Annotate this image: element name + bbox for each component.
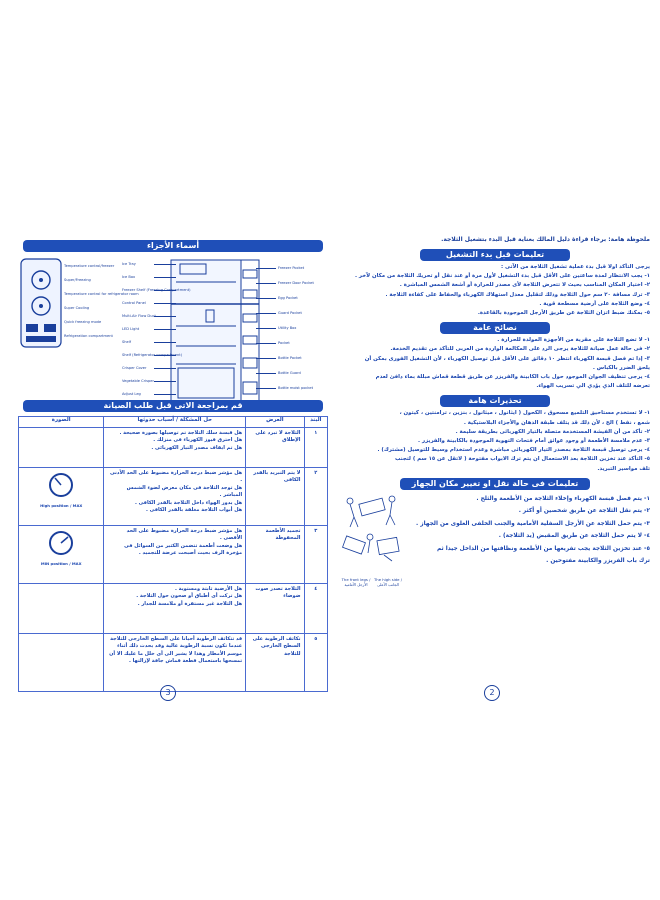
part-label-right: Utility Box <box>278 326 297 330</box>
leader-line <box>154 290 176 291</box>
fix-line: هل توجد الثلاجة فى مكان معرض لضوء الشمس المباشر . <box>126 484 243 499</box>
row-number: ٣ <box>304 526 327 584</box>
part-label-right: Freezer Pocket <box>278 266 305 270</box>
part-label-left: Shelf (Refrigerator compartment) <box>122 353 183 357</box>
part-label-right: Guard Pocket <box>278 311 302 315</box>
leader-line <box>154 368 176 369</box>
fix-line: هل مؤشر ضبط درجة الحرارة مضبوط على الحد الأدنى . <box>109 470 243 484</box>
fix-line: هل الثلاجة غير مستقرة أو ملامسة للجدار . <box>137 600 243 607</box>
table-row <box>19 468 328 526</box>
part-label-left: Vegetable Crisper <box>122 379 154 383</box>
text-line: شمع ، نفط ) الخ ، لأن ذلك قد يتلف طبقة الدهان والأجزاء البلاستيكية . <box>463 419 650 426</box>
carrying-illustration <box>340 495 402 575</box>
leader-line <box>256 373 276 374</box>
text-line: ٤- لا يتم حمل الثلاجة عن طريق المقبض (يد الثلاجة) . <box>498 533 650 540</box>
panel-label: Temperature control for refrigerator room <box>64 292 139 296</box>
row-image <box>19 526 104 584</box>
dial-caption: High position / MAX <box>40 503 83 509</box>
header-fix: حل المشكلة / أسباب حدوثها <box>104 417 246 428</box>
page-3 <box>18 232 328 680</box>
text-line: ٢- اختيار المكان المناسب بحيث لا تتعرض الثلاجة لأى مصدر للحرارة أو أشعة الشمس المباشرة . <box>399 282 650 289</box>
text-line: ٤- يرجى توصيل قبسة الثلاجة بمصدر التيار الكهربائى مباشرة وعدم استخدام وسيط للتوصيل (مشترك) . <box>377 447 650 454</box>
text-line: ٣- يتم حمل الثلاجة عن الأرجل السفلية الأمامية والجنب الخلفى العلوى من الجهاز . <box>416 520 650 527</box>
text-line: ٥- عند تخزين الثلاجة يجب تفريغها من الأطعمة ونظافتها من الداخل جيدا ثم <box>437 545 650 552</box>
row-fix <box>104 584 246 634</box>
leader-line <box>154 342 176 343</box>
part-label-right: Pocket <box>278 341 290 345</box>
row-image <box>19 428 104 468</box>
row-symptom: تكاثف الرطوبة على السطح الخارجى للثلاجة <box>246 634 304 692</box>
dial-icon <box>46 470 76 500</box>
row-symptom: تجميد الأطعمة المحفوظة <box>246 526 304 584</box>
section-before-operation-title: تعليمات قبل بدء التشغيل <box>420 249 570 261</box>
leader-line <box>256 328 276 329</box>
text-line: تلف مواسير التبريد. <box>597 465 650 472</box>
part-label-left: Freezer Shelf (Freezing Compartment) <box>122 288 191 292</box>
text-line: ٢- يتم نقل الثلاجة عن طريق شخصين أو أكثر . <box>518 508 650 515</box>
fix-line: هل تم ايقاف مصدر التيار الكهربائى . <box>151 444 243 451</box>
text-line: ٥- التأكد عند تخزين الثلاجة بعد الاستعمال ان يتم ترك الابواب مفتوحة ( لاتقل عن ١٥ سم ) لتجنب <box>394 456 650 463</box>
part-label-left: Ice Box <box>122 275 136 279</box>
part-label-right: Bottle Pocket <box>278 356 302 360</box>
text-line: تعرضه للتلف الذي يؤدي الي تسريب الهواء. <box>536 383 650 390</box>
text-line: ١- لا تضع الثلاجة على مقربة من الأجهزة المولدة للحرارة . <box>497 337 650 344</box>
part-label-left: Ice Tray <box>122 262 136 266</box>
panel-label: Refrigeration compartment <box>64 334 113 338</box>
row-number: ٤ <box>304 584 327 634</box>
part-label-left: LED Light <box>122 327 140 331</box>
text-line: ترك باب الفريزر والكابينة مفتوحين . <box>546 558 650 565</box>
section-before-operation-text <box>340 263 650 318</box>
panel-label: Temperature control/freezer <box>64 264 115 268</box>
refrigerator-illustration <box>166 258 266 408</box>
part-label-right: Egg Pocket <box>278 296 298 300</box>
table-row <box>19 584 328 634</box>
text-line: ٢- تأكد من أن الفيشة المستخدمة متصلة بالتيار الكهربائى بطريقة سليمة . <box>455 428 650 435</box>
section-moving-text <box>415 493 650 568</box>
part-label-right: Bottle moist pocket <box>278 386 313 390</box>
fix-line: هل الأرضية ثابتة ومستوية . <box>175 586 243 592</box>
parts-title: أسماء الأجزاء <box>23 240 323 252</box>
text-line: ٤- وضع الثلاجة على أرضية مسطحة قوية . <box>539 300 650 307</box>
text-line: ٣- ترك مسافة ٢٠ سم حول الثلاجة وذلك لتقليل معدل استهلاك الكهرباء والحفاظ على كفاءة الثلاجة . <box>385 291 650 298</box>
row-number: ١ <box>304 428 327 468</box>
leader-line <box>154 329 176 330</box>
leader-line <box>256 313 276 314</box>
fix-line: هل مؤشر ضبط درجة الحرارة مضبوط على الحد الأقصى . <box>126 528 243 542</box>
text-line: ٢- فى حالة عمل صيانة للثلاجة يرجى الرد على المكالمة الواردة من العربى للتأكد من تقديم الخدمة. <box>390 346 650 353</box>
dial-caption: MIN position / MAX <box>40 561 82 567</box>
caption-front-legs: The front legs / الأرجل الأمامية <box>341 576 371 587</box>
row-symptom: الثلاجة لا تبرد على الإطلاق <box>246 428 304 468</box>
important-notice: ملحوظة هامة: برجاء قراءة دليل المالك بعناية قبل البدء بتشغيل الثلاجة. <box>441 236 650 243</box>
leader-line <box>256 358 276 359</box>
fix-line: هل احترق فيوز الكهرباء فى منزلك . <box>153 437 243 444</box>
panel-label: Super Cooling <box>64 306 90 310</box>
table-row <box>19 526 328 584</box>
page-number-3: 3 <box>160 685 176 701</box>
fix-line: هل يدور الهواء داخل الثلاجة بالقدر الكافى . <box>134 499 243 506</box>
table-row <box>19 634 328 692</box>
caption-high-side: The high side / الجانب الأعلى <box>373 576 403 587</box>
part-label-right: Freezer Door Pocket <box>278 281 314 285</box>
table-row <box>19 428 328 468</box>
section-moving-title: تعليمات فى حالة نقل او تغيير مكان الجهاز <box>400 478 590 490</box>
text-line: ٥- بمكنك ضبط اتزان الثلاجة عن طريق الأرجل الموجودة بالقاعدة. <box>477 310 650 317</box>
leader-line <box>154 316 176 317</box>
dial-icon <box>46 528 76 558</box>
fix-line: هل قبسة سلك الثلاجة تم توصيلها بصورة صحيحة . <box>119 430 243 436</box>
parts-diagram <box>18 254 328 409</box>
page-2 <box>340 232 650 680</box>
leader-line <box>256 268 276 269</box>
row-image <box>19 468 104 526</box>
leader-line <box>154 381 176 382</box>
text-line: ٤- يرجى تنظيف الجوان الموجود حول باب الكابينة والفريزر عن طريق قطعة قماش مبللة بماء دافئ لعدم <box>375 374 650 381</box>
row-fix <box>104 634 246 692</box>
row-fix <box>104 428 246 468</box>
row-fix <box>104 468 246 526</box>
leader-line <box>256 343 276 344</box>
panel-label: Super/Freezing <box>64 278 91 282</box>
row-fix <box>104 526 246 584</box>
row-number: ٥ <box>304 634 327 692</box>
control-panel-illustration <box>20 258 62 348</box>
row-image <box>19 634 104 692</box>
fix-line: هل تركت أى أطباق أو صحون حول الثلاجة . <box>136 593 243 600</box>
header-image: الصورة <box>19 417 104 428</box>
leader-line <box>256 388 276 389</box>
panel-label: Quick freezing mode <box>64 320 102 324</box>
text-line: ١- لا تستخدم مستاحيق التلميع مسحوق ، الكحول ( ايثانول ، ميثانول ، بنزين ، ترامنتين ، كيتون ، <box>399 410 650 417</box>
text-line: ٣- إذا تم فصل قبسة الكهرباء انتظر ١٠ دقائق على الأقل قبل توصيل الكهرباء ، لأن التشغيل الفورى بمكن أن <box>364 355 650 362</box>
row-symptom: الثلاجة تصدر صوت ضوضاء <box>246 584 304 634</box>
part-label-left: Adjust Leg <box>122 392 141 396</box>
leader-line <box>256 283 276 284</box>
part-label-left: Crisper Cover <box>122 366 147 370</box>
fix-line: هل وضعت أطعمة تتضمن الكثير من السوائل فى مؤخرة الرف بحيث أصبحت عرضة للتجميد . <box>124 542 243 557</box>
text-line: يرجى التأكد اولا قبل بدء عملية تشغيل الثلاجة من الآتى : <box>500 264 650 270</box>
part-label-right: Bottle Guard <box>278 371 301 375</box>
troubleshooting-table <box>18 416 328 692</box>
fix-line: هل أبواب الثلاجة مغلقة بالقدر الكافى . <box>146 507 243 514</box>
section-warnings-title: تحذيرات هامة <box>440 395 550 407</box>
text-line: يلحق الضرر بالكباس . <box>592 364 650 371</box>
section-general-tips-title: نصائح عامة <box>440 322 550 334</box>
text-line: ٣- عدم ملامسة الأطعمة أو وجود عوائق أمام فتحات التهوية الموجودة بالكابينة والفريزر . <box>418 438 650 445</box>
table-header-row <box>19 417 328 428</box>
row-symptom: لا يتم التبريد بالقدر الكافى <box>246 468 304 526</box>
maintenance-title: قم بمراجعة الاتى قبل طلب الصيانة <box>23 400 323 412</box>
text-line: ١- يجب الانتظار لمدة ساعتين على الأقل قبل بدء التشغيل لأول مرة أو عند نقل أو تحريك الثلاجة من مكان لآخر . <box>354 273 650 280</box>
leader-line <box>154 264 176 265</box>
leader-line <box>154 277 176 278</box>
leader-line <box>256 298 276 299</box>
header-symptom: العرض <box>246 417 304 428</box>
section-warnings-text <box>340 409 650 473</box>
leader-line <box>154 394 176 395</box>
row-image <box>19 584 104 634</box>
section-general-tips-text <box>340 336 650 391</box>
leader-line <box>154 303 176 304</box>
leader-line <box>154 355 176 356</box>
part-label-left: Shelf <box>122 340 132 344</box>
fix-line: قد تتكاثف الرطوبة أحيانا على السطح الخارجى للثلاجة عندما تكون نسبة الرطوبة عالية وقد يحدث ذلك أثناء موسم الأمطار وهذا لا يشير الى أى خلل ما عليك الا أن تمسحها باستعمال قطعة قماش جافة لإزالتها . <box>109 636 243 665</box>
header-num: البند <box>304 417 327 428</box>
row-number: ٢ <box>304 468 327 526</box>
part-label-left: Multi-Air Flow Duct <box>122 314 156 318</box>
part-label-left: Control Panel <box>122 301 146 305</box>
page-number-2: 2 <box>484 685 500 701</box>
text-line: ١- يتم فصل قبسة الكهرباء وإخلاء الثلاجة من الأطعمة والثلج . <box>476 495 650 502</box>
